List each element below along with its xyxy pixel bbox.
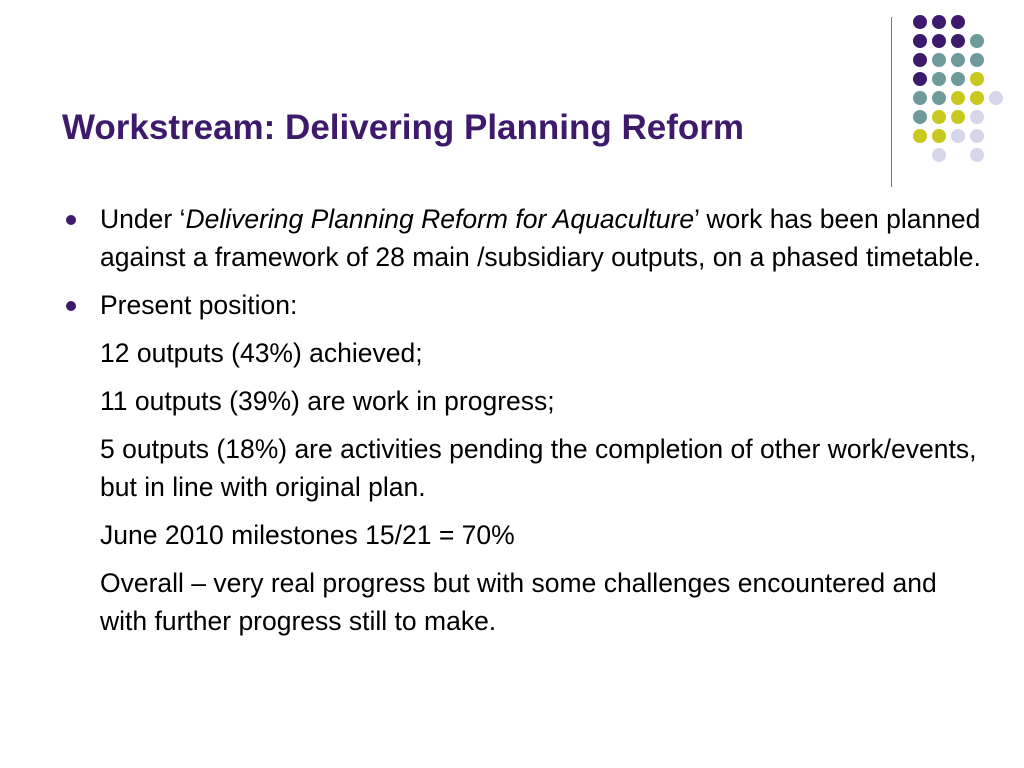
bullet-text: Present position: [100, 290, 298, 320]
decorative-dot [951, 91, 965, 105]
decorative-dot [989, 91, 1003, 105]
decorative-dot [913, 129, 927, 143]
decorative-dot [951, 72, 965, 86]
decorative-dot [932, 72, 946, 86]
decorative-dot [951, 53, 965, 67]
decorative-dot [913, 72, 927, 86]
title-divider-line [891, 17, 892, 187]
bullet-dot-icon [66, 215, 76, 225]
decorative-dot [951, 129, 965, 143]
decorative-dot [913, 91, 927, 105]
decorative-dot [970, 91, 984, 105]
decorative-dot [951, 15, 965, 29]
decorative-dot [951, 110, 965, 124]
slide-title: Workstream: Delivering Planning Reform [62, 108, 745, 147]
decorative-dot [913, 53, 927, 67]
decorative-dot [932, 34, 946, 48]
decorative-dot [932, 53, 946, 67]
bullet-text-italic: Delivering Planning Reform for Aquaculture [185, 204, 695, 234]
decorative-dot [913, 15, 927, 29]
bullet-text-prefix: Under ‘ [100, 204, 186, 234]
bullet-text-suffix: ’ work has been planned against a framework of 28 main /subsidiary outputs, on a phased timetable. [100, 204, 981, 272]
decorative-dot [913, 34, 927, 48]
sub-item: 11 outputs (39%) are work in progress; [100, 386, 555, 416]
decorative-dot [970, 129, 984, 143]
sub-item: June 2010 milestones 15/21 = 70% [100, 520, 515, 550]
decorative-dot [932, 15, 946, 29]
bullet-item [66, 286, 986, 324]
sub-item: Overall – very real progress but with some challenges encountered and with further progress still to make. [100, 568, 937, 636]
decorative-dot [951, 34, 965, 48]
decorative-dot [970, 148, 984, 162]
sub-item: 5 outputs (18%) are activities pending the completion of other work/events, but in line with original plan. [100, 434, 977, 502]
decorative-dot [932, 110, 946, 124]
decorative-dot [970, 72, 984, 86]
decorative-dot [970, 110, 984, 124]
decorative-dot [932, 91, 946, 105]
bullet-item [66, 200, 986, 276]
decorative-dot [970, 53, 984, 67]
slide-body [66, 200, 986, 650]
decorative-dot [932, 148, 946, 162]
bullet-dot-icon [66, 301, 76, 311]
sub-item: 12 outputs (43%) achieved; [100, 338, 423, 368]
decorative-dot [970, 34, 984, 48]
decorative-dot [913, 110, 927, 124]
decorative-dot [932, 129, 946, 143]
